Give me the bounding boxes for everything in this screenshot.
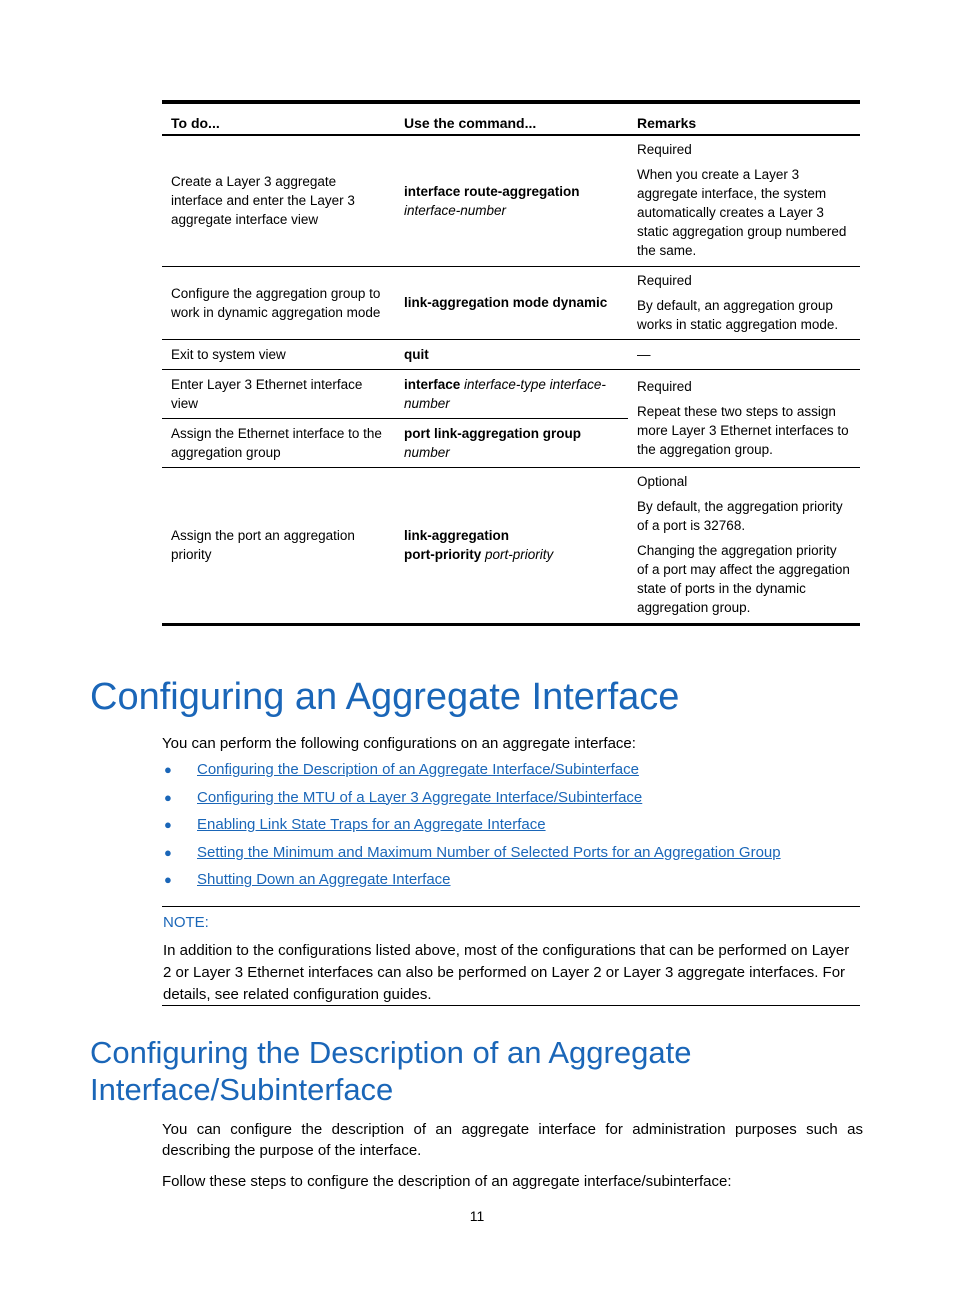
table-row (162, 135, 860, 266)
command-cell (395, 418, 628, 467)
command-cell (395, 467, 628, 624)
remark-line: When you create a Layer 3 aggregate interface, the system automatically creates a Layer 3 static aggregation group numbered the same. (637, 167, 847, 258)
remark-line: — (637, 346, 651, 362)
list-item (162, 760, 781, 788)
todo-cell: Create a Layer 3 aggregate interface and enter the Layer 3 aggregate interface view (162, 135, 395, 266)
link-configure-description[interactable]: Configuring the Description of an Aggregate Interface/Subinterface (197, 761, 639, 778)
link-configure-mtu[interactable]: Configuring the MTU of a Layer 3 Aggregate Interface/Subinterface (197, 788, 643, 806)
note-text: In addition to the configurations listed above, most of the configurations that can be performed on Layer 2 or Layer 3 Ethernet interfaces can also be performed on Layer 2 or Layer 3 aggregate interfaces. For details, see related configuration guides. (163, 942, 850, 1003)
command-argument: port-priority (485, 547, 554, 562)
command-argument: interface-type interface-number (404, 376, 606, 411)
command-keyword: port-priority (404, 547, 482, 562)
todo-cell: Enter Layer 3 Ethernet interface view (162, 369, 395, 418)
command-keyword: interface (404, 376, 461, 392)
todo-cell: Assign the port an aggregation priority (162, 467, 395, 624)
intro-paragraph: You can perform the following configurations on an aggregate interface: (162, 735, 636, 752)
table-row (162, 266, 860, 339)
link-link-state-traps[interactable]: Enabling Link State Traps for an Aggregate Interface (197, 816, 546, 833)
bullet-icon: ● (164, 789, 172, 805)
command-argument: number (404, 444, 450, 460)
command-cell (395, 135, 628, 266)
command-keyword: interface route-aggregation (404, 183, 580, 199)
remark-line: Required (637, 272, 692, 288)
table-row (162, 467, 860, 624)
list-item (162, 870, 781, 898)
command-table (162, 100, 860, 626)
page-number: 11 (469, 1208, 485, 1224)
remark-line: Changing the aggregation priority of a port may affect the aggregation state of ports in the dynamic aggregation group. (637, 542, 850, 615)
remarks-cell (628, 467, 860, 624)
remarks-cell (628, 135, 860, 266)
todo-cell: Configure the aggregation group to work in dynamic aggregation mode (162, 266, 395, 339)
command-cell (395, 369, 628, 418)
subsection-heading: Configuring the Description of an Aggregate Interface/Subinterface (90, 1035, 692, 1107)
command-keyword: quit (404, 346, 429, 362)
list-item (162, 788, 781, 816)
table-row (162, 339, 860, 369)
command-cell (395, 339, 628, 369)
bullet-icon: ● (164, 817, 172, 832)
header-command: Use the command... (404, 115, 537, 131)
command-keyword: link-aggregation mode dynamic (404, 295, 608, 310)
section-heading: Configuring an Aggregate Interface (90, 676, 680, 718)
command-keyword: port link-aggregation group (404, 425, 581, 441)
command-keyword: link-aggregation (404, 528, 510, 543)
remark-line: Required (637, 379, 692, 394)
bullet-icon: ● (164, 762, 172, 777)
note-box (162, 906, 860, 1006)
link-list (162, 760, 781, 898)
bullet-icon: ● (164, 844, 172, 860)
header-remarks: Remarks (637, 115, 697, 131)
table-row (162, 369, 860, 418)
table-header-row (162, 102, 860, 135)
steps-intro-paragraph: Follow these steps to configure the description of an aggregate interface/subinterface: (162, 1173, 732, 1190)
todo-cell: Assign the Ethernet interface to the aggregation group (162, 418, 395, 467)
remarks-cell (628, 369, 860, 467)
link-shutting-down[interactable]: Shutting Down an Aggregate Interface (197, 871, 451, 888)
remarks-cell (628, 339, 860, 369)
command-argument: interface-number (404, 202, 507, 218)
remark-line: By default, an aggregation group works in static aggregation mode. (637, 297, 839, 332)
description-paragraph: You can configure the description of an aggregate interface for administration purposes such as describing the purpose of the interface. (162, 1121, 863, 1159)
list-item (162, 815, 781, 843)
remark-line: By default, the aggregation priority of a port is 32768. (637, 498, 843, 533)
remarks-cell (628, 266, 860, 339)
command-cell (395, 266, 628, 339)
header-todo: To do... (171, 115, 220, 131)
list-item (162, 843, 781, 871)
remark-line: Optional (637, 473, 688, 489)
todo-cell: Exit to system view (162, 339, 395, 369)
remark-line: Required (637, 142, 692, 157)
bullet-icon: ● (164, 872, 172, 887)
link-selected-ports[interactable]: Setting the Minimum and Maximum Number of Selected Ports for an Aggregation Group (197, 843, 781, 861)
note-title: NOTE: (163, 914, 209, 931)
remark-line: Repeat these two steps to assign more Layer 3 Ethernet interfaces to the aggregation group. (637, 404, 849, 457)
